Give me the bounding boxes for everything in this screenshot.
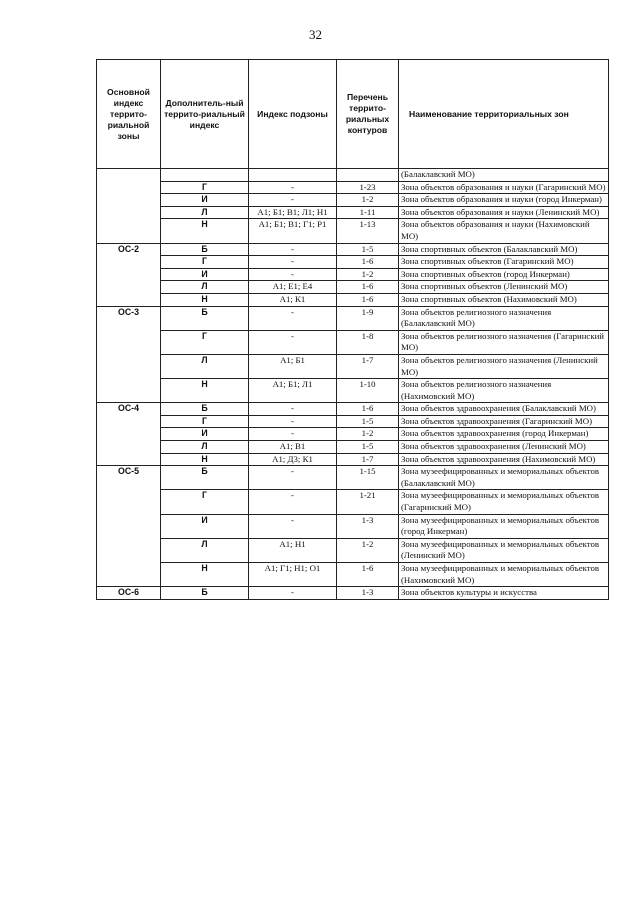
zone-index-cell — [97, 268, 161, 281]
table-row — [97, 587, 609, 600]
zone-name-cell: Зона объектов здравоохранения (город Инкерман) — [399, 428, 609, 441]
table-row — [97, 453, 609, 466]
subzone-index-cell: А1; Б1; В1; Г1; Р1 — [249, 219, 337, 243]
zone-index-cell — [97, 563, 161, 587]
additional-index-cell: Л — [161, 281, 249, 294]
additional-index-cell: И — [161, 428, 249, 441]
zone-name-cell: Зона объектов образования и науки (Гагаринский МО) — [399, 181, 609, 194]
zone-index-cell — [97, 219, 161, 243]
additional-index-cell: Л — [161, 441, 249, 454]
contours-cell: 1-2 — [337, 428, 399, 441]
contours-cell: 1-6 — [337, 293, 399, 306]
contours-cell: 1-7 — [337, 453, 399, 466]
contours-cell: 1-23 — [337, 181, 399, 194]
additional-index-cell: Л — [161, 538, 249, 562]
contours-cell: 1-21 — [337, 490, 399, 514]
contours-cell: 1-2 — [337, 268, 399, 281]
table-row — [97, 268, 609, 281]
zone-name-cell: Зона объектов религиозного назначения (Балаклавский МО) — [399, 306, 609, 330]
subzone-index-cell: - — [249, 243, 337, 256]
contours-cell: 1-5 — [337, 415, 399, 428]
additional-index-cell: Н — [161, 379, 249, 403]
zone-name-cell: Зона объектов религиозного назначения (Гагаринский МО) — [399, 330, 609, 354]
table-row — [97, 379, 609, 403]
zone-index-cell — [97, 181, 161, 194]
table-row — [97, 490, 609, 514]
zone-name-cell: Зона объектов религиозного назначения (Нахимовский МО) — [399, 379, 609, 403]
additional-index-cell: И — [161, 194, 249, 207]
zone-index-cell — [97, 453, 161, 466]
zone-index-cell — [97, 293, 161, 306]
subzone-index-cell: - — [249, 490, 337, 514]
zone-index-cell: ОС-5 — [97, 466, 161, 490]
zone-name-cell: Зона спортивных объектов (Ленинский МО) — [399, 281, 609, 294]
subzone-index-cell: - — [249, 268, 337, 281]
zone-name-cell: Зона музеефицированных и мемориальных объектов (город Инкерман) — [399, 514, 609, 538]
header-subzone-index: Индекс подзоны — [249, 60, 337, 169]
zone-name-cell: Зона объектов религиозного назначения (Ленинский МО) — [399, 354, 609, 378]
contours-cell: 1-10 — [337, 379, 399, 403]
subzone-index-cell — [249, 169, 337, 182]
zone-index-cell — [97, 415, 161, 428]
additional-index-cell: Г — [161, 415, 249, 428]
contours-cell: 1-7 — [337, 354, 399, 378]
zone-index-cell — [97, 538, 161, 562]
subzone-index-cell: - — [249, 330, 337, 354]
subzone-index-cell: - — [249, 181, 337, 194]
subzone-index-cell: - — [249, 415, 337, 428]
table-row — [97, 293, 609, 306]
additional-index-cell: И — [161, 514, 249, 538]
contours-cell: 1-13 — [337, 219, 399, 243]
table-row — [97, 306, 609, 330]
zone-index-cell — [97, 330, 161, 354]
contours-cell: 1-5 — [337, 441, 399, 454]
additional-index-cell: Н — [161, 453, 249, 466]
zone-index-cell — [97, 206, 161, 219]
table-row — [97, 441, 609, 454]
contours-cell: 1-8 — [337, 330, 399, 354]
table-row — [97, 354, 609, 378]
table-row — [97, 256, 609, 269]
zone-name-cell: Зона объектов здравоохранения (Ленинский МО) — [399, 441, 609, 454]
zone-name-cell: Зона спортивных объектов (Гагаринский МО) — [399, 256, 609, 269]
contours-cell — [337, 169, 399, 182]
header-contours: Перечень террито-риальных контуров — [337, 60, 399, 169]
zone-name-cell: Зона музеефицированных и мемориальных объектов (Гагаринский МО) — [399, 490, 609, 514]
subzone-index-cell: А1; В1 — [249, 441, 337, 454]
contours-cell: 1-11 — [337, 206, 399, 219]
table-row — [97, 219, 609, 243]
zone-index-cell: ОС-4 — [97, 403, 161, 416]
zone-name-cell: Зона объектов образования и науки (город Инкерман) — [399, 194, 609, 207]
subzone-index-cell: - — [249, 514, 337, 538]
contours-cell: 1-6 — [337, 256, 399, 269]
zone-name-cell: (Балаклавский МО) — [399, 169, 609, 182]
zone-index-cell — [97, 441, 161, 454]
table-row — [97, 563, 609, 587]
contours-cell: 1-15 — [337, 466, 399, 490]
contours-cell: 1-2 — [337, 538, 399, 562]
header-zone-index: Основной индекс террито-риальной зоны — [97, 60, 161, 169]
subzone-index-cell: А1; Б1; В1; Л1; Н1 — [249, 206, 337, 219]
contours-cell: 1-9 — [337, 306, 399, 330]
additional-index-cell — [161, 169, 249, 182]
zone-index-cell — [97, 256, 161, 269]
zone-name-cell: Зона объектов образования и науки (Нахимовский МО) — [399, 219, 609, 243]
zone-index-cell — [97, 514, 161, 538]
additional-index-cell: Н — [161, 293, 249, 306]
zone-name-cell: Зона спортивных объектов (Балаклавский МО) — [399, 243, 609, 256]
contours-cell: 1-2 — [337, 194, 399, 207]
table-row — [97, 330, 609, 354]
table-header-row — [97, 60, 609, 169]
zone-index-cell — [97, 354, 161, 378]
contours-cell: 1-3 — [337, 514, 399, 538]
subzone-index-cell: - — [249, 428, 337, 441]
table-row — [97, 281, 609, 294]
subzone-index-cell: - — [249, 587, 337, 600]
zone-name-cell: Зона объектов культуры и искусства — [399, 587, 609, 600]
contours-cell: 1-3 — [337, 587, 399, 600]
territorial-zones-table — [96, 59, 609, 600]
header-additional-index: Дополнитель-ный террито-риальный индекс — [161, 60, 249, 169]
table-body — [97, 169, 609, 600]
zone-name-cell: Зона спортивных объектов (Нахимовский МО) — [399, 293, 609, 306]
zone-name-cell: Зона спортивных объектов (город Инкерман) — [399, 268, 609, 281]
subzone-index-cell: А1; К1 — [249, 293, 337, 306]
subzone-index-cell: - — [249, 403, 337, 416]
subzone-index-cell: - — [249, 194, 337, 207]
additional-index-cell: Б — [161, 466, 249, 490]
zone-name-cell: Зона музеефицированных и мемориальных объектов (Балаклавский МО) — [399, 466, 609, 490]
table-row — [97, 181, 609, 194]
zone-index-cell — [97, 194, 161, 207]
additional-index-cell: Н — [161, 563, 249, 587]
additional-index-cell: Б — [161, 306, 249, 330]
zone-name-cell: Зона музеефицированных и мемориальных объектов (Ленинский МО) — [399, 538, 609, 562]
zone-index-cell — [97, 281, 161, 294]
subzone-index-cell: - — [249, 256, 337, 269]
subzone-index-cell: - — [249, 466, 337, 490]
zone-name-cell: Зона объектов образования и науки (Ленинский МО) — [399, 206, 609, 219]
subzone-index-cell: А1; Б1; Л1 — [249, 379, 337, 403]
zone-name-cell: Зона объектов здравоохранения (Балаклавский МО) — [399, 403, 609, 416]
subzone-index-cell: А1; Д3; К1 — [249, 453, 337, 466]
additional-index-cell: Б — [161, 403, 249, 416]
additional-index-cell: Г — [161, 256, 249, 269]
table-row — [97, 194, 609, 207]
zone-index-cell — [97, 428, 161, 441]
zone-index-cell: ОС-6 — [97, 587, 161, 600]
table-row — [97, 415, 609, 428]
header-zone-name: Наименование территориальных зон — [399, 60, 609, 169]
zone-index-cell — [97, 169, 161, 182]
additional-index-cell: Б — [161, 587, 249, 600]
table-row — [97, 428, 609, 441]
contours-cell: 1-6 — [337, 403, 399, 416]
subzone-index-cell: - — [249, 306, 337, 330]
additional-index-cell: Б — [161, 243, 249, 256]
table-row — [97, 403, 609, 416]
additional-index-cell: Н — [161, 219, 249, 243]
table-row — [97, 169, 609, 182]
subzone-index-cell: А1; Е1; Е4 — [249, 281, 337, 294]
zone-index-cell: ОС-2 — [97, 243, 161, 256]
additional-index-cell: Г — [161, 490, 249, 514]
zone-index-cell: ОС-3 — [97, 306, 161, 330]
subzone-index-cell: А1; Б1 — [249, 354, 337, 378]
additional-index-cell: Г — [161, 330, 249, 354]
zone-name-cell: Зона объектов здравоохранения (Гагаринский МО) — [399, 415, 609, 428]
subzone-index-cell: А1; Н1 — [249, 538, 337, 562]
zone-name-cell: Зона музеефицированных и мемориальных объектов (Нахимовский МО) — [399, 563, 609, 587]
additional-index-cell: Л — [161, 354, 249, 378]
zone-index-cell — [97, 490, 161, 514]
zone-name-cell: Зона объектов здравоохранения (Нахимовский МО) — [399, 453, 609, 466]
table-row — [97, 243, 609, 256]
page-number: 32 — [309, 27, 322, 42]
subzone-index-cell: А1; Г1; Н1; О1 — [249, 563, 337, 587]
additional-index-cell: И — [161, 268, 249, 281]
table-row — [97, 514, 609, 538]
zone-index-cell — [97, 379, 161, 403]
contours-cell: 1-6 — [337, 281, 399, 294]
table-row — [97, 538, 609, 562]
table-row — [97, 206, 609, 219]
additional-index-cell: Г — [161, 181, 249, 194]
additional-index-cell: Л — [161, 206, 249, 219]
contours-cell: 1-5 — [337, 243, 399, 256]
contours-cell: 1-6 — [337, 563, 399, 587]
table-row — [97, 466, 609, 490]
